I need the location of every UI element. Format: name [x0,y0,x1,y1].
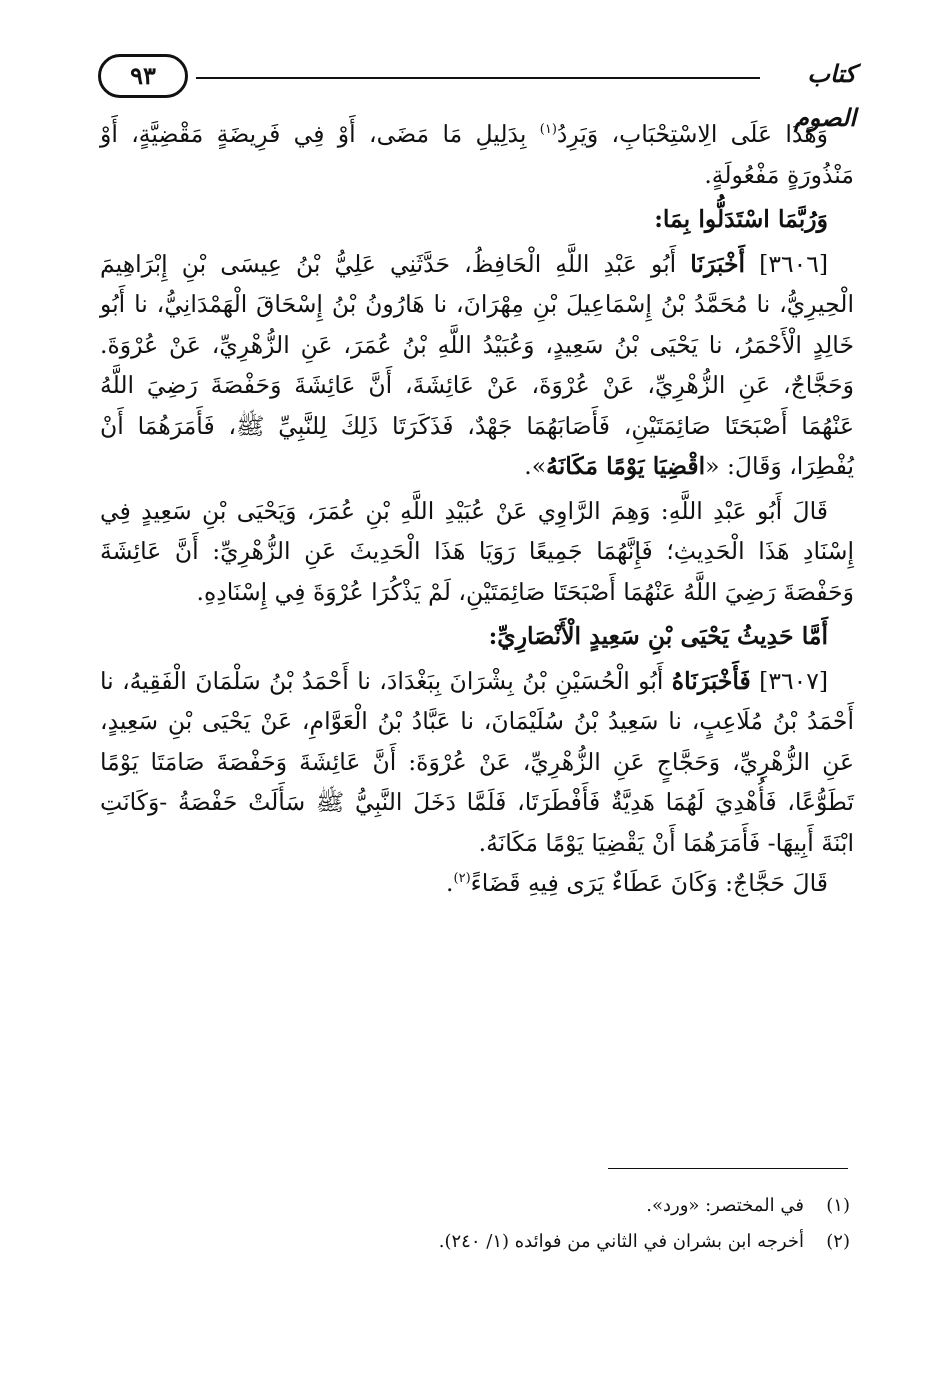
hadith-3606-end: ». [524,452,547,480]
footnote-ref-2: (٢) [453,871,471,887]
footnote-item [100,1188,850,1224]
page-header [98,52,856,132]
hadith-3606 [100,244,854,487]
footnote-marker: (١) [826,1195,850,1216]
hadith-3607-verb: فَأَخْبَرَنَاهُ [671,666,751,695]
main-text [100,114,854,904]
footnote-rule [608,1168,848,1169]
header-rule [196,77,760,79]
footnote-text: أخرجه ابن بشران في الثاني من فوائده (١/ ٢٤٠). [438,1231,804,1252]
paragraph-hajjaj [100,863,854,904]
paragraph-istihbab [100,114,854,195]
hajjaj-text-a: قَالَ حَجَّاجٌ: وَكَانَ عَطَاءٌ يَرَى فِيهِ قَضَاءً [470,869,828,897]
hadith-3607-text: أَبُو الْحُسَيْنِ بْنُ بِشْرَانَ بِبَغْدَادَ، نا أَحْمَدُ بْنُ سَلْمَانَ الْفَقِيهُ، نا أَحْمَدُ بْنُ مُلَاعِبٍ، نا سَعِيدُ بْنُ سُلَيْمَانَ، نا عَبَّادُ بْنُ الْعَوَّامِ، عَنْ يَحْيَى بْنِ سَعِيدٍ، عَنِ الزُّهْرِيِّ، وَحَجَّاجٍ عَنِ الزُّهْرِيِّ، عَنْ عُرْوَةَ: أَنَّ عَائِشَةَ وَحَفْصَةَ صَامَتَا يَوْمًا تَطَوُّعًا، فَأُهْدِيَ لَهُمَا هَدِيَّةٌ فَأَفْطَرَتَا، فَلَمَّا دَخَلَ النَّبِيُّ ﷺ سَأَلَتْ حَفْصَةُ -وَكَانَتِ ابْنَةَ أَبِيهَا- فَأَمَرَهُمَا أَنْ يَقْضِيَا يَوْمًا مَكَانَهُ. [100,666,854,857]
heading-istadallu: وَرُبَّمَا اسْتَدَلُّوا بِمَا: [654,205,828,233]
heading-yahya-hadith: أَمَّا حَدِيثُ يَحْيَى بْنِ سَعِيدٍ الْأَنْصَارِيِّ: [488,622,828,650]
footnote-ref-1: (١) [539,122,557,138]
para1-text-a: وَهَذَا عَلَى الِاسْتِحْبَابِ، وَيَرِدُ [556,120,828,148]
book-title: كتاب الصوم [793,59,856,132]
hadith-3606-verb: أَخْبَرَنَا [690,249,746,278]
para1-text-b: بِدَلِيلِ مَا مَضَى، أَوْ فِي فَرِيضَةٍ مَقْضِيَّةٍ، أَوْ مَنْذُورَةٍ مَفْعُولَةٍ. [100,120,854,189]
hajjaj-text-b: . [446,869,454,897]
hadith-3607 [100,661,854,864]
footnote-text: في المختصر: «ورد». [646,1195,804,1216]
paragraph-wahm: قَالَ أَبُو عَبْدِ اللَّهِ: وَهِمَ الرَّاوِي عَنْ عُبَيْدِ اللَّهِ بْنِ عُمَرَ، وَيَحْيَى بْنِ سَعِيدٍ فِي إِسْنَادِ هَذَا الْحَدِيثِ؛ فَإِنَّهُمَا جَمِيعًا رَوَيَا هَذَا الْحَدِيثَ عَنِ الزُّهْرِيِّ: أَنَّ عَائِشَةَ وَحَفْصَةَ رَضِيَ اللَّهُ عَنْهُمَا أَصْبَحَتَا صَائِمَتَيْنِ، لَمْ يَذْكُرَا عُرْوَةَ فِي إِسْنَادِهِ. [100,496,854,606]
hadith-3606-text: أَبُو عَبْدِ اللَّهِ الْحَافِظُ، حَدَّثَنِي عَلِيُّ بْنُ عِيسَى بْنِ إِبْرَاهِيمَ الْحِيرِيُّ، نا مُحَمَّدُ بْنُ إِسْمَاعِيلَ بْنِ مِهْرَانَ، نا هَارُونُ بْنُ إِسْحَاقَ الْهَمْدَانِيُّ، نا أَبُو خَالِدٍ الْأَحْمَرُ، نا يَحْيَى بْنُ سَعِيدٍ، وَعُبَيْدُ اللَّهِ بْنُ عُمَرَ، عَنِ الزُّهْرِيِّ، عَنْ عُرْوَةَ. وَحَجَّاجٌ، عَنِ الزُّهْرِيِّ، عَنْ عُرْوَةَ، عَنْ عَائِشَةَ، أَنَّ عَائِشَةَ وَحَفْصَةَ رَضِيَ اللَّهُ عَنْهُمَا أَصْبَحَتَا صَائِمَتَيْنِ، فَأَصَابَهُمَا جَهْدٌ، فَذَكَرَتَا ذَلِكَ لِلنَّبِيِّ ﷺ، فَأَمَرَهُمَا أَنْ يُفْطِرَا، وَقَالَ: « [100,249,854,480]
hadith-3606-quote: اقْضِيَا يَوْمًا مَكَانَهُ [546,452,706,480]
footnote-item [100,1224,850,1260]
hadith-3606-number: [٣٦٠٦] [745,249,828,278]
page-number: ٩٣ [98,54,188,98]
hadith-3607-number: [٣٦٠٧] [750,666,829,695]
footnote-marker: (٢) [826,1231,850,1252]
footnotes [100,1188,850,1260]
